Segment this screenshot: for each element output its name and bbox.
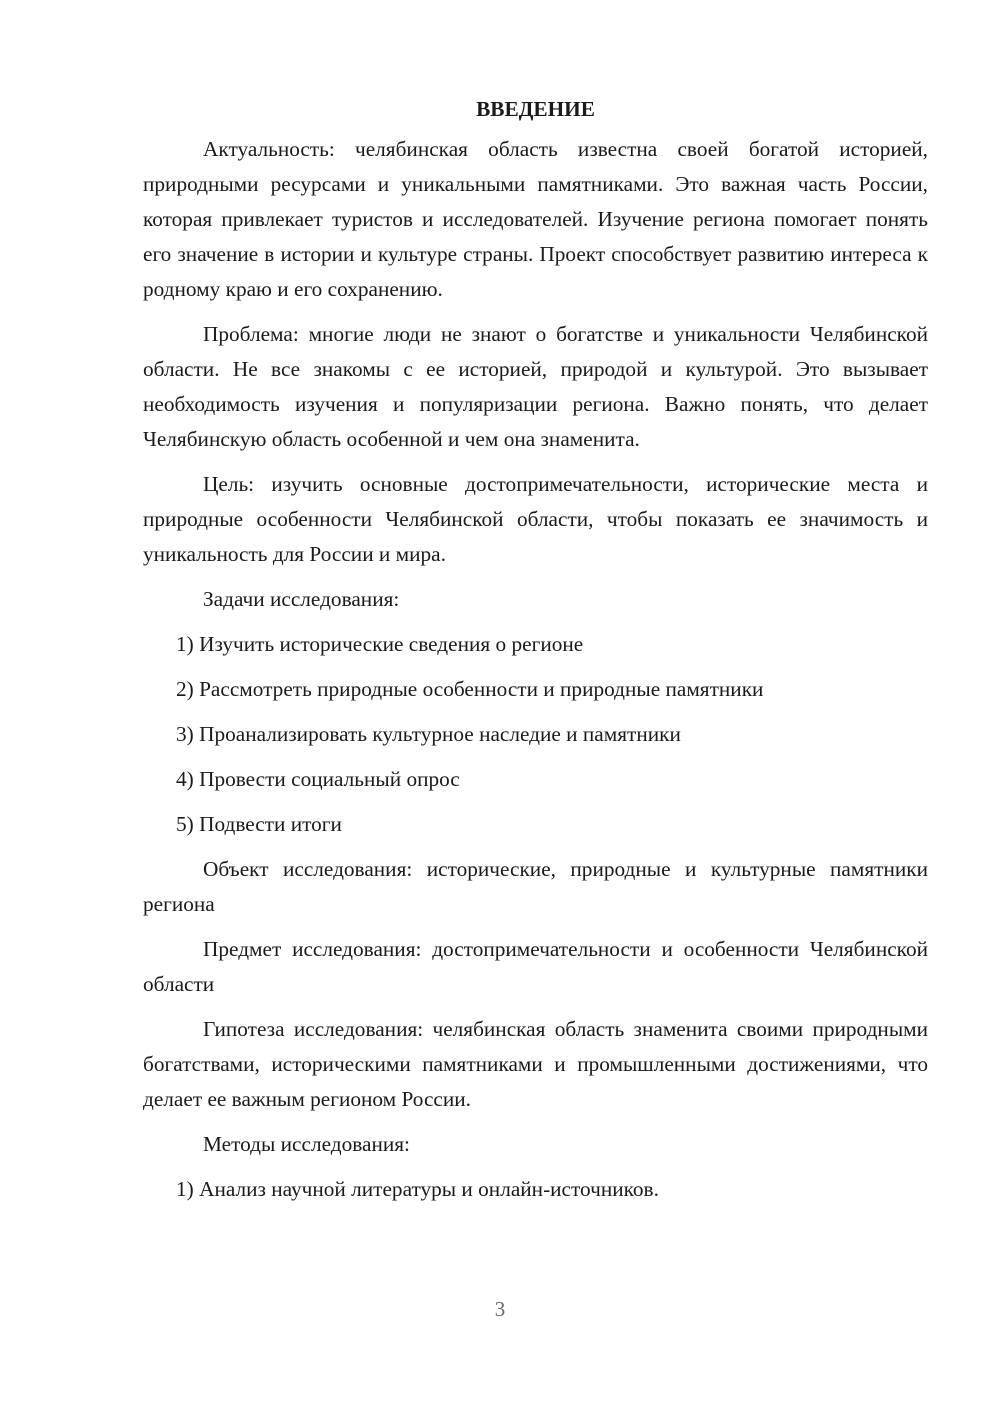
list-item: 3) Проанализировать культурное наследие и памятники — [176, 722, 681, 746]
tasks-heading: Задачи исследования: — [203, 587, 400, 611]
list-item: 4) Провести социальный опрос — [176, 767, 460, 791]
methods-heading: Методы исследования: — [203, 1132, 410, 1156]
paragraph-hypothesis: Гипотеза исследования: челябинская область знаменита своими природными богатствами, историческими памятниками и промышленными достижениями, что делает ее важным регионом России. — [143, 1017, 928, 1111]
paragraph-problem: Проблема: многие люди не знают о богатстве и уникальности Челябинской области. Не все знакомы с ее историей, природой и культурой. Это вызывает необходимость изучения и популяризации региона. Важно понять, что делает Челябинскую область особенной и чем она знаменита. — [143, 322, 928, 451]
paragraph-goal: Цель: изучить основные достопримечательности, исторические места и природные особенности Челябинской области, чтобы показать ее значимость и уникальность для России и мира. — [143, 472, 928, 566]
list-item: 1) Анализ научной литературы и онлайн-источников. — [176, 1177, 659, 1201]
paragraph-subject: Предмет исследования: достопримечательности и особенности Челябинской области — [143, 937, 928, 996]
section-title: ВВЕДЕНИЕ — [476, 97, 595, 121]
page-number: 3 — [494, 1297, 506, 1321]
document-page — [143, 92, 928, 1217]
paragraph-relevance: Актуальность: челябинская область известна своей богатой историей, природными ресурсами и уникальными памятниками. Это важная часть России, которая привлекает туристов и исследователей. Изучение региона помогает понять его значение в истории и культуре страны. Проект способствует развитию интереса к родному краю и его сохранению. — [143, 137, 928, 301]
paragraph-object: Объект исследования: исторические, природные и культурные памятники региона — [143, 857, 928, 916]
list-item: 5) Подвести итоги — [176, 812, 342, 836]
list-item: 2) Рассмотреть природные особенности и природные памятники — [176, 677, 764, 701]
list-item: 1) Изучить исторические сведения о регионе — [176, 632, 584, 656]
